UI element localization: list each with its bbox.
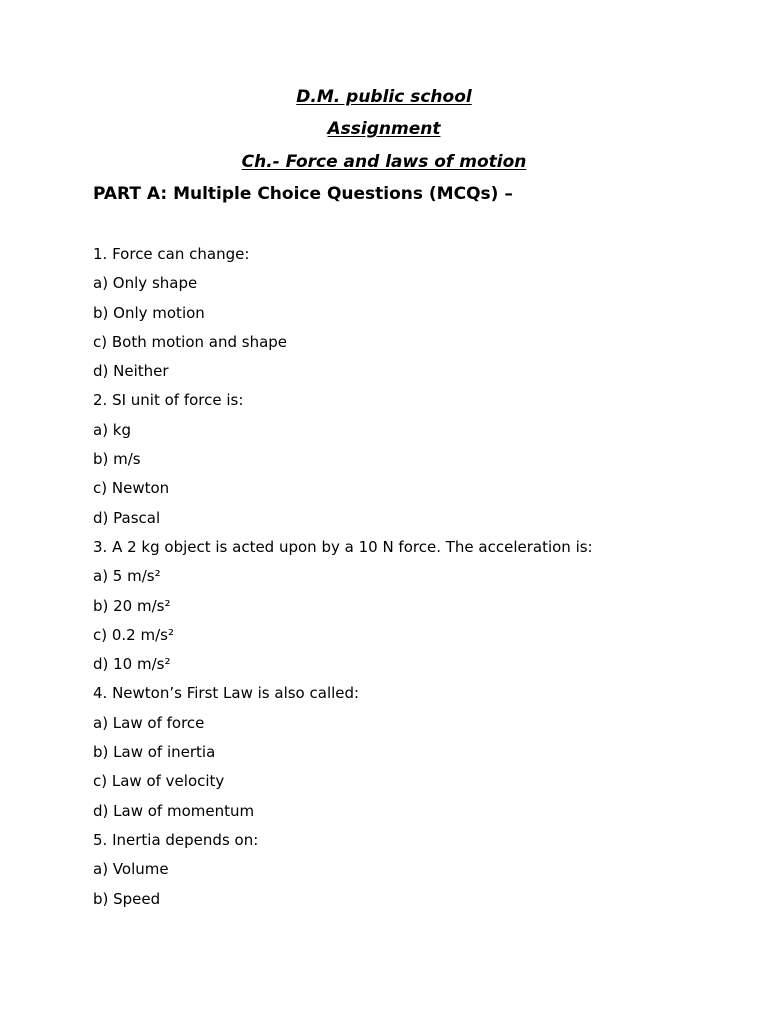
option-line: c) 0.2 m/s² (93, 625, 174, 644)
option-line: c) Law of velocity (93, 772, 225, 791)
part-a-title: PART A: Multiple Choice Questions (MCQs) – (93, 184, 513, 204)
question-line: 4. Newton’s First Law is also called: (93, 684, 360, 703)
option-line: a) Law of force (93, 713, 205, 732)
option-line: b) 20 m/s² (93, 596, 171, 615)
option-line: d) Pascal (93, 508, 161, 527)
question-line: 2. SI unit of force is: (93, 391, 244, 410)
option-line: d) Neither (93, 362, 169, 381)
option-line: a) 5 m/s² (93, 567, 161, 586)
question-list (93, 244, 733, 918)
option-line: b) Only motion (93, 303, 205, 322)
option-line: b) m/s (93, 450, 141, 469)
option-line: c) Newton (93, 479, 170, 498)
school-name: D.M. public school (296, 87, 472, 107)
option-line: d) 10 m/s² (93, 655, 171, 674)
option-line: b) Speed (93, 889, 161, 908)
option-line: a) kg (93, 420, 132, 439)
question-line: 1. Force can change: (93, 245, 250, 263)
option-line: a) Volume (93, 860, 169, 879)
option-line: b) Law of inertia (93, 743, 216, 762)
option-line: a) Only shape (93, 274, 198, 293)
assignment-title: Assignment (327, 119, 441, 139)
option-line: d) Law of momentum (93, 801, 255, 820)
question-line: 3. A 2 kg object is acted upon by a 10 N force. The acceleration is: (93, 537, 593, 556)
question-line: 5. Inertia depends on: (93, 830, 259, 849)
option-line: c) Both motion and shape (93, 332, 288, 351)
chapter-title: Ch.- Force and laws of motion (241, 152, 527, 172)
